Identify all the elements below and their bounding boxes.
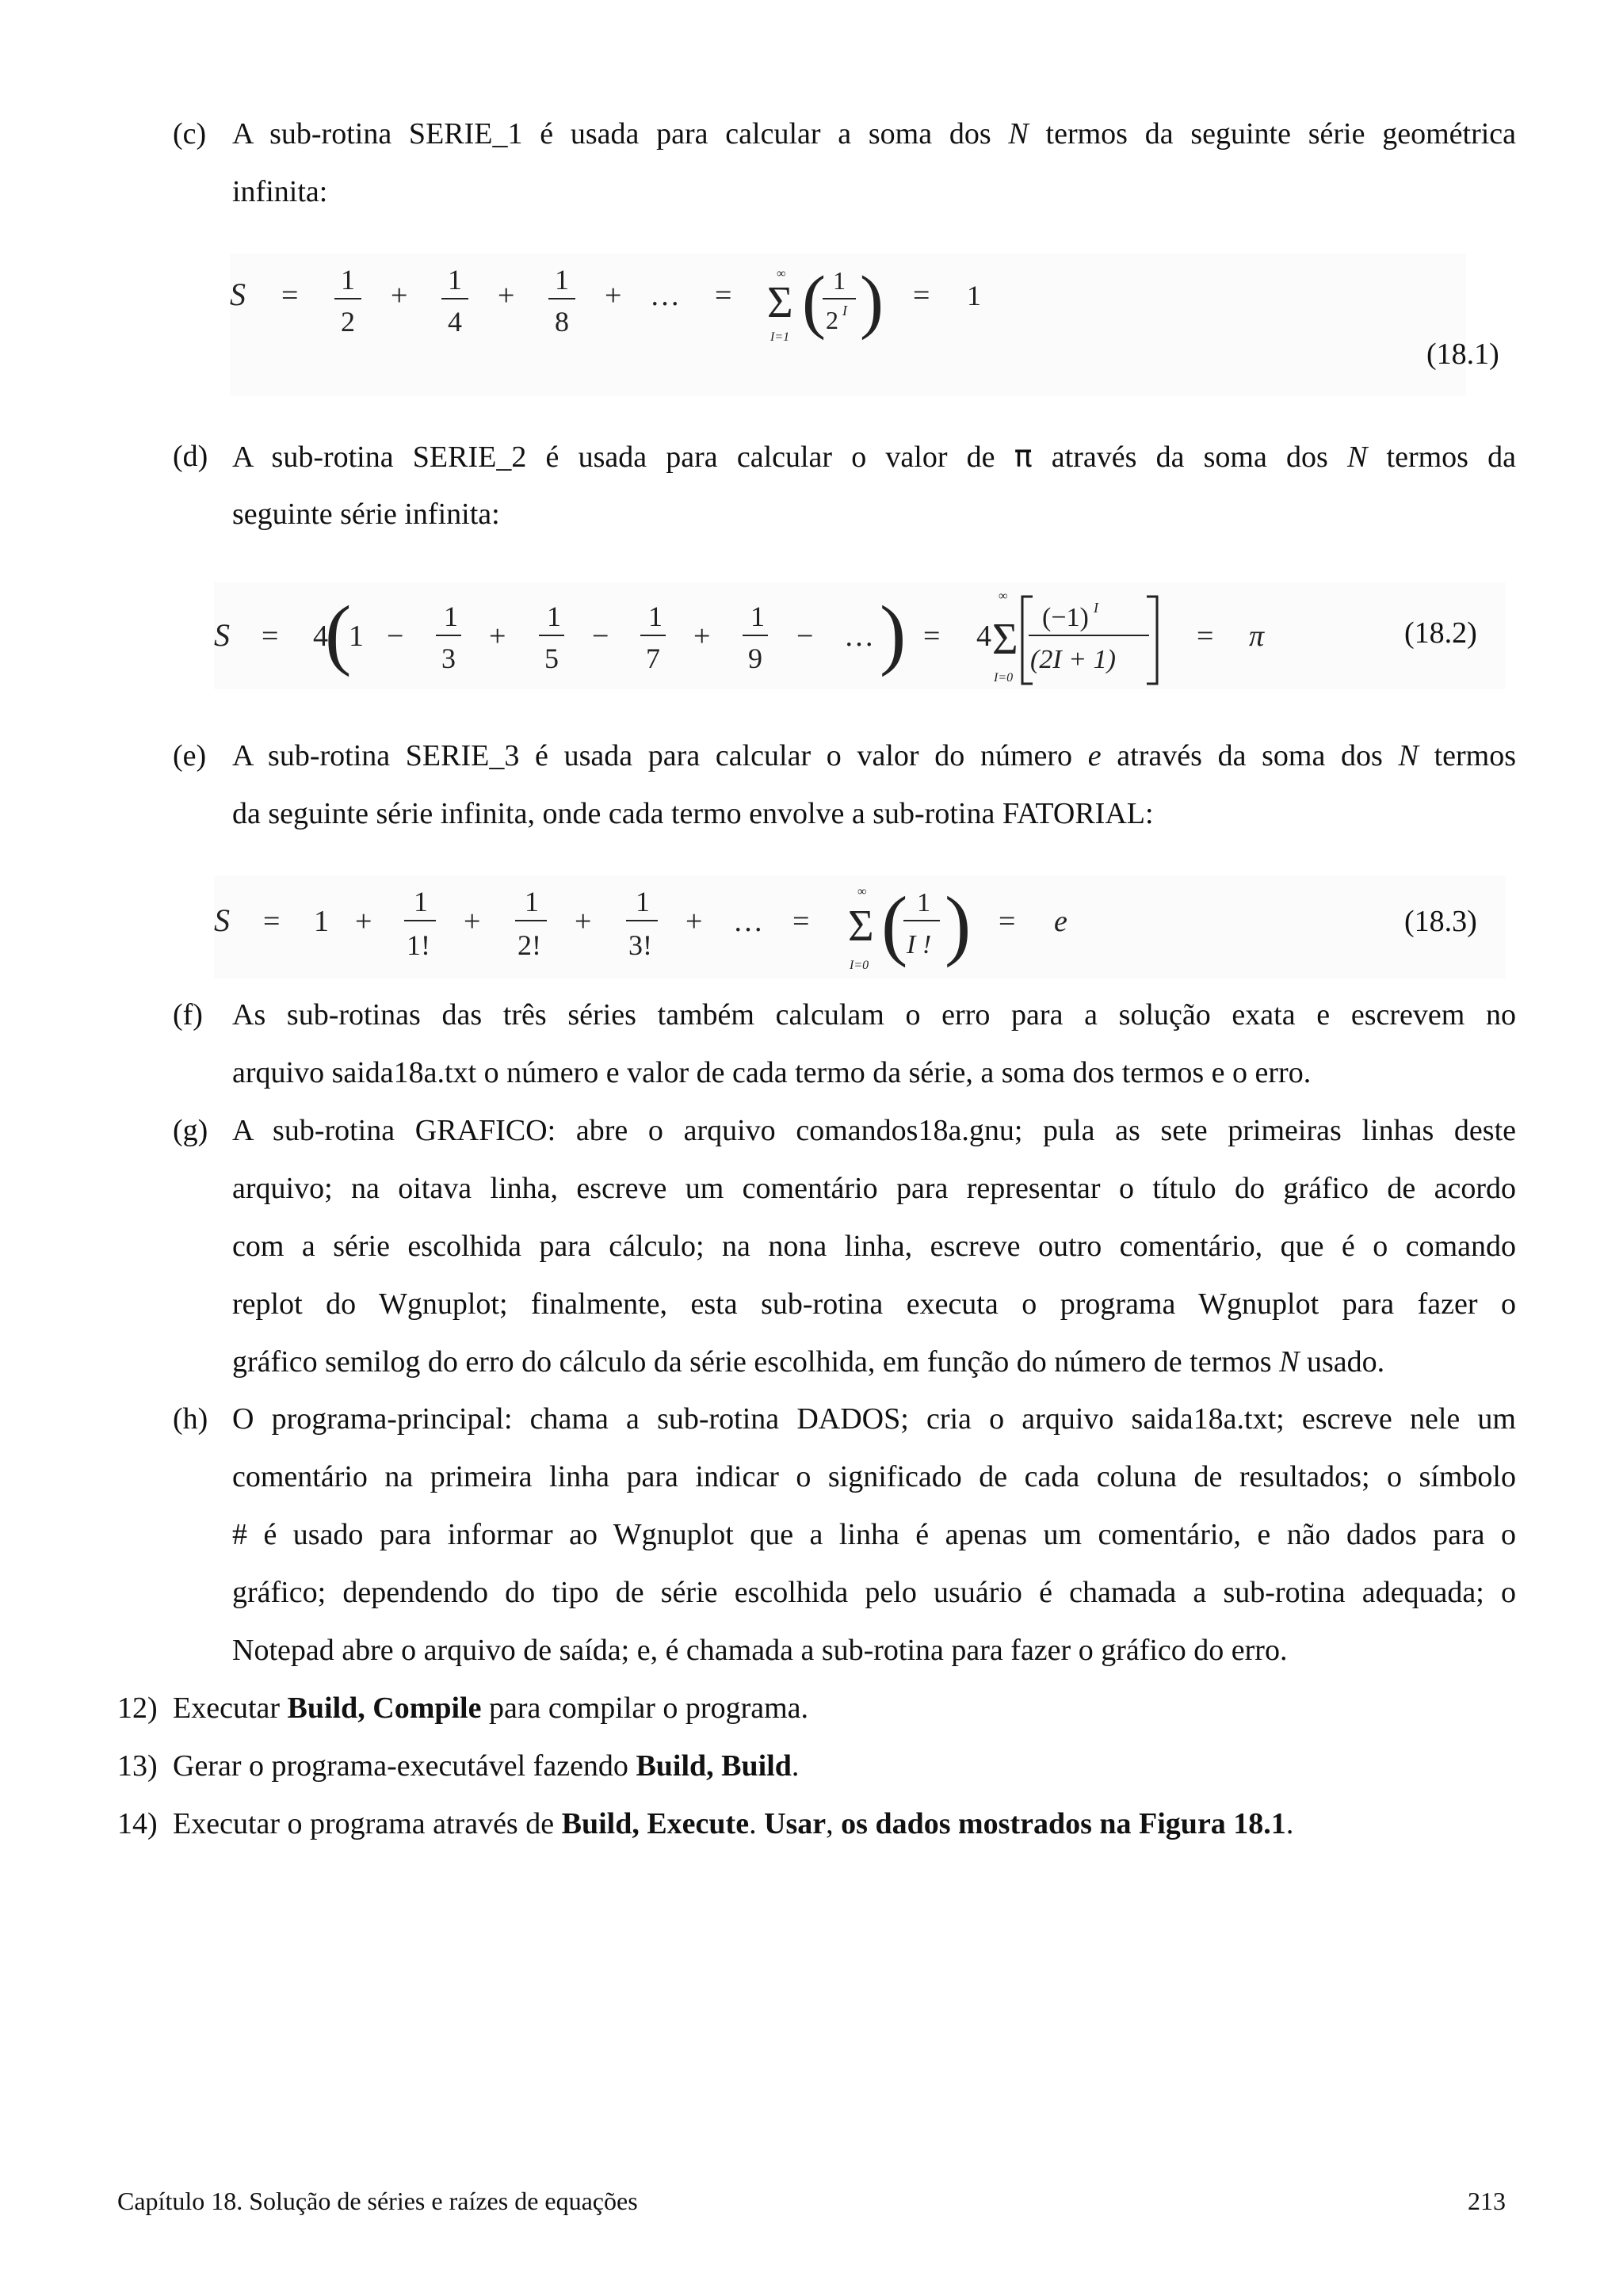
- text-line: gráfico semilog do erro do cálculo da série escolhida, em função do número de termos N usado.: [232, 1345, 1385, 1379]
- item-label: (d): [173, 440, 208, 473]
- svg-text:+: +: [464, 905, 481, 938]
- paren: ): [860, 262, 884, 341]
- svg-text:S: S: [214, 902, 230, 938]
- item-text: [232, 986, 1516, 1102]
- svg-text:π: π: [1249, 620, 1265, 653]
- eq-symbol: =: [281, 279, 299, 312]
- item-text: [232, 1390, 1516, 1680]
- eq-symbol: =: [715, 279, 732, 312]
- svg-text:2!: 2!: [517, 929, 541, 961]
- sum-sign: Σ: [848, 902, 874, 951]
- eq-symbol: 1: [833, 266, 846, 295]
- svg-text:=: =: [263, 905, 281, 938]
- step-text: Gerar o programa-executável fazendo Build, Build.: [173, 1749, 800, 1783]
- eq-symbol: 2: [341, 306, 355, 338]
- text-line: A sub-rotina SERIE_2 é usada para calcular o valor de π através da soma dos N termos da: [232, 439, 1517, 474]
- svg-text:): ): [945, 880, 972, 968]
- eq-symbol: 2: [826, 306, 838, 334]
- pi-symbol: π: [1014, 439, 1033, 474]
- text-line: arquivo; na oitava linha, escreve um comentário para representar o título do gráfico de acordo: [232, 1172, 1516, 1205]
- svg-text:…: …: [844, 620, 874, 653]
- item-text: [232, 727, 1516, 843]
- equation-18-2-graphic: [214, 582, 1506, 689]
- svg-text:1: 1: [917, 888, 930, 917]
- equation-number: (18.2): [1404, 616, 1477, 650]
- equation-number: (18.1): [1426, 338, 1499, 371]
- eq-symbol: 1: [967, 280, 981, 311]
- step-text: Executar o programa através de Build, Execute. Usar, os dados mostrados na Figura 18.1.: [173, 1807, 1294, 1840]
- text-line: arquivo saida18a.txt o número e valor de cada termo da série, a soma dos termos e o erro.: [232, 1056, 1312, 1089]
- eq-symbol: S: [230, 277, 246, 312]
- svg-text:4: 4: [313, 620, 328, 653]
- svg-text:=: =: [999, 905, 1016, 938]
- equation-18-1: [230, 254, 1499, 396]
- svg-text:9: 9: [748, 643, 762, 674]
- svg-text:Σ: Σ: [992, 615, 1018, 664]
- svg-text:+: +: [355, 905, 372, 938]
- svg-text:(−1): (−1): [1042, 603, 1089, 632]
- svg-text:1: 1: [648, 601, 663, 632]
- step-number: 12): [117, 1691, 158, 1725]
- svg-text:3!: 3!: [628, 929, 652, 961]
- text-line: comentário na primeira linha para indicar o significado de cada coluna de resultados; o símbolo: [232, 1460, 1516, 1493]
- eq-symbol: +: [391, 279, 408, 312]
- text-line: O programa-principal: chama a sub-rotina DADOS; cria o arquivo saida18a.txt; escreve nele um: [232, 1402, 1516, 1436]
- svg-text:1: 1: [349, 620, 364, 653]
- step-text: Executar Build, Compile para compilar o programa.: [173, 1691, 809, 1725]
- svg-text:(2I + 1): (2I + 1): [1030, 645, 1116, 674]
- eq-symbol: I: [842, 303, 847, 318]
- text-line: A sub-rotina GRAFICO: abre o arquivo comandos18a.gnu; pula as sete primeiras linhas deste: [232, 1114, 1516, 1147]
- svg-text:=: =: [792, 905, 810, 938]
- eq-symbol: …: [650, 279, 680, 312]
- svg-text:1: 1: [414, 886, 428, 917]
- svg-text:1: 1: [547, 601, 561, 632]
- text-line: A sub-rotina SERIE_3 é usada para calcular o valor do número e através da soma dos N termos: [232, 739, 1516, 772]
- svg-text:∞: ∞: [857, 885, 867, 898]
- svg-text:1: 1: [636, 886, 650, 917]
- svg-text:7: 7: [646, 643, 660, 674]
- text-line: com a série escolhida para cálculo; na nona linha, escreve outro comentário, que é o comando: [232, 1230, 1516, 1263]
- svg-text:I=0: I=0: [994, 671, 1014, 685]
- svg-text:1: 1: [525, 886, 539, 917]
- item-label: (g): [173, 1114, 208, 1147]
- svg-text:∞: ∞: [999, 589, 1008, 603]
- svg-text:(: (: [881, 880, 908, 968]
- eq-symbol: 8: [555, 306, 569, 338]
- svg-text:+: +: [489, 620, 506, 653]
- svg-text:3: 3: [441, 643, 456, 674]
- eq-symbol: ∞: [777, 267, 786, 280]
- svg-text:−: −: [796, 620, 814, 653]
- eq-symbol: 1: [448, 264, 462, 296]
- svg-text:(: (: [325, 589, 352, 677]
- text-line: gráfico; dependendo do tipo de série escolhida pelo usuário é chamada a sub-rotina adequada; o: [232, 1576, 1516, 1609]
- svg-text:+: +: [693, 620, 711, 653]
- eq-symbol: I=1: [770, 330, 790, 344]
- text-line: Notepad abre o arquivo de saída; e, é chamada a sub-rotina para fazer o gráfico do erro.: [232, 1634, 1288, 1667]
- svg-text:=: =: [262, 620, 279, 653]
- svg-text:+: +: [685, 905, 703, 938]
- svg-text:=: =: [923, 620, 941, 653]
- item-label: (f): [173, 998, 203, 1032]
- svg-text:−: −: [387, 620, 404, 653]
- eq-symbol: +: [605, 279, 622, 312]
- svg-text:−: −: [592, 620, 609, 653]
- svg-text:4: 4: [976, 620, 991, 653]
- svg-text:1: 1: [444, 601, 458, 632]
- text-line: infinita:: [232, 175, 328, 208]
- eq-symbol: 1: [555, 264, 569, 296]
- equation-number: (18.3): [1404, 905, 1477, 938]
- text-line: replot do Wgnuplot; finalmente, esta sub-rotina executa o programa Wgnuplot para fazer o: [232, 1287, 1516, 1321]
- svg-text:I: I: [1094, 600, 1098, 616]
- text-line: da seguinte série infinita, onde cada termo envolve a sub-rotina FATORIAL:: [232, 797, 1154, 830]
- item-label: (h): [173, 1402, 208, 1436]
- page-number: 213: [1468, 2187, 1506, 2215]
- sum-sign: Σ: [767, 278, 793, 327]
- item-text: [232, 105, 1516, 221]
- svg-text:): ): [880, 589, 907, 677]
- equation-18-2: [214, 582, 1506, 689]
- item-label: (e): [173, 739, 207, 772]
- eq-symbol: =: [913, 279, 930, 312]
- footer-chapter: Capítulo 18. Solução de séries e raízes de equações: [117, 2187, 638, 2215]
- svg-text:1: 1: [314, 905, 329, 938]
- svg-text:I=0: I=0: [850, 959, 869, 972]
- item-text: [232, 1102, 1516, 1391]
- item-label: (c): [173, 117, 207, 151]
- svg-text:1: 1: [750, 601, 765, 632]
- svg-text:I !: I !: [907, 930, 932, 959]
- svg-text:=: =: [1197, 620, 1214, 653]
- svg-text:S: S: [214, 617, 230, 653]
- step-number: 14): [117, 1807, 158, 1840]
- eq-symbol: +: [498, 279, 515, 312]
- paren: (: [802, 262, 826, 341]
- svg-text:5: 5: [544, 643, 559, 674]
- svg-text:1!: 1!: [407, 929, 430, 961]
- text-line: # é usado para informar ao Wgnuplot que a linha é apenas um comentário, e não dados para o: [232, 1518, 1516, 1551]
- eq-symbol: 4: [448, 306, 462, 338]
- svg-text:…: …: [733, 905, 763, 938]
- eq-symbol: 1: [341, 264, 355, 296]
- item-text: [232, 428, 1516, 543]
- step-number: 13): [117, 1749, 158, 1783]
- svg-text:+: +: [575, 905, 592, 938]
- text-line: A sub-rotina SERIE_1 é usada para calcular a soma dos N termos da seguinte série geométrica: [232, 117, 1517, 151]
- equation-18-1-graphic: [230, 254, 1466, 396]
- equation-18-3: [214, 875, 1506, 978]
- text-line: As sub-rotinas das três séries também calculam o erro para a solução exata e escrevem no: [232, 998, 1516, 1032]
- svg-text:e: e: [1054, 905, 1067, 938]
- text-line: seguinte série infinita:: [232, 498, 500, 531]
- equation-18-3-graphic: [214, 875, 1506, 978]
